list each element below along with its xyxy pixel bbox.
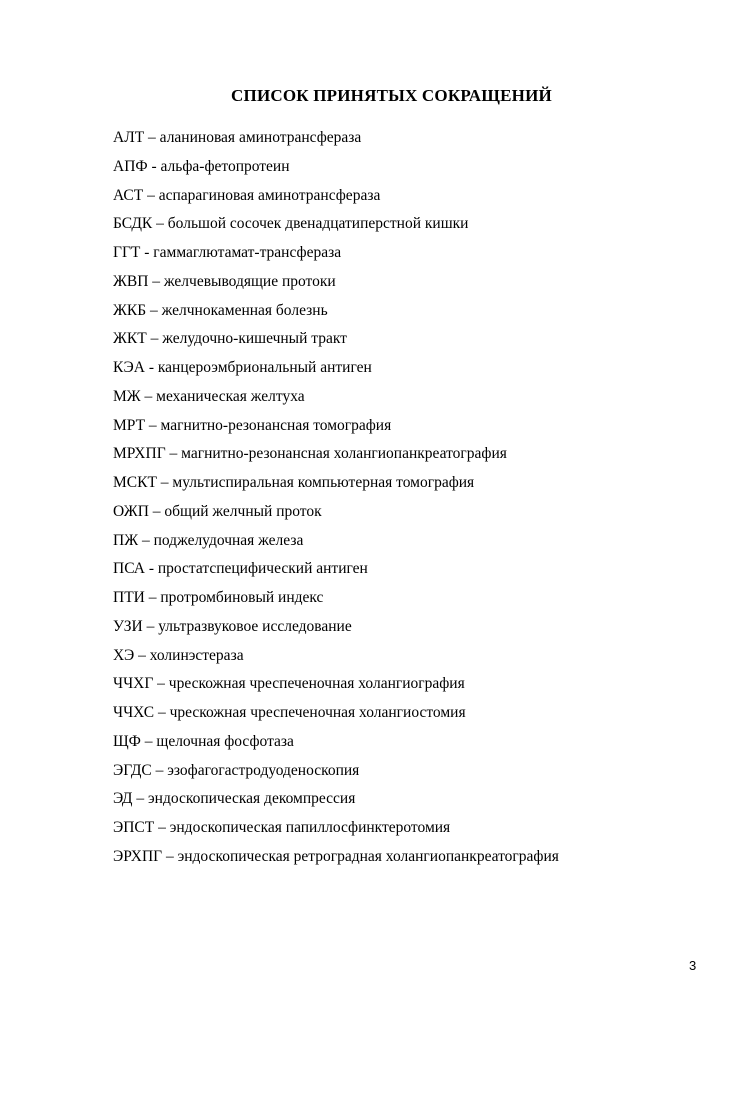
list-item: ЧЧХС – чрескожная чреспеченочная холангиостомия (113, 704, 466, 721)
list-item: ЖКТ – желудочно-кишечный тракт (113, 330, 347, 348)
list-item: ПСА - простатспецифический антиген (113, 560, 368, 578)
list-item: КЭА - канцероэмбриональный антиген (113, 359, 372, 376)
list-item: ПТИ – протромбиновый индекс (113, 589, 324, 606)
list-item: МРХПГ – магнитно-резонансная холангиопанкреатография (113, 445, 507, 463)
list-item: ЖКБ – желчнокаменная болезнь (113, 301, 328, 319)
list-item: ЖВП – желчевыводящие протоки (113, 272, 336, 290)
page-title: СПИСОК ПРИНЯТЫХ СОКРАЩЕНИЙ (231, 86, 552, 105)
list-item: БСДК – большой сосочек двенадцатиперстной кишки (113, 215, 469, 233)
list-item: УЗИ – ультразвуковое исследование (113, 617, 352, 635)
list-item: АЛТ – аланиновая аминотрансфераза (113, 129, 362, 146)
list-item: МСКТ – мультиспиральная компьютерная томография (113, 474, 475, 491)
list-item: ХЭ – холинэстераза (113, 646, 244, 664)
list-item: ЭД – эндоскопическая декомпрессия (113, 790, 356, 808)
list-item: ЭРХПГ – эндоскопическая ретроградная холангиопанкреатография (113, 847, 559, 865)
abbreviation-list (113, 124, 559, 872)
list-item: ОЖП – общий желчный проток (113, 502, 322, 520)
list-item: ЩФ – щелочная фосфотаза (113, 732, 294, 750)
list-item: АПФ - альфа-фетопротеин (113, 157, 290, 175)
list-item: МЖ – механическая желтуха (113, 387, 305, 405)
list-item: ЧЧХГ – чрескожная чреспеченочная холангиография (113, 675, 465, 693)
list-item: МРТ – магнитно-резонансная томография (113, 416, 392, 434)
list-item: ГГТ - гаммаглютамат-трансфераза (113, 244, 342, 261)
list-item: ЭГДС – эзофагогастродуоденоскопия (113, 761, 360, 779)
list-item: ПЖ – поджелудочная железа (113, 531, 304, 549)
list-item: ЭПСТ – эндоскопическая папиллосфинктеротомия (113, 819, 451, 836)
page-number: 3 (689, 958, 697, 973)
list-item: АСТ – аспарагиновая аминотрансфераза (113, 186, 381, 204)
